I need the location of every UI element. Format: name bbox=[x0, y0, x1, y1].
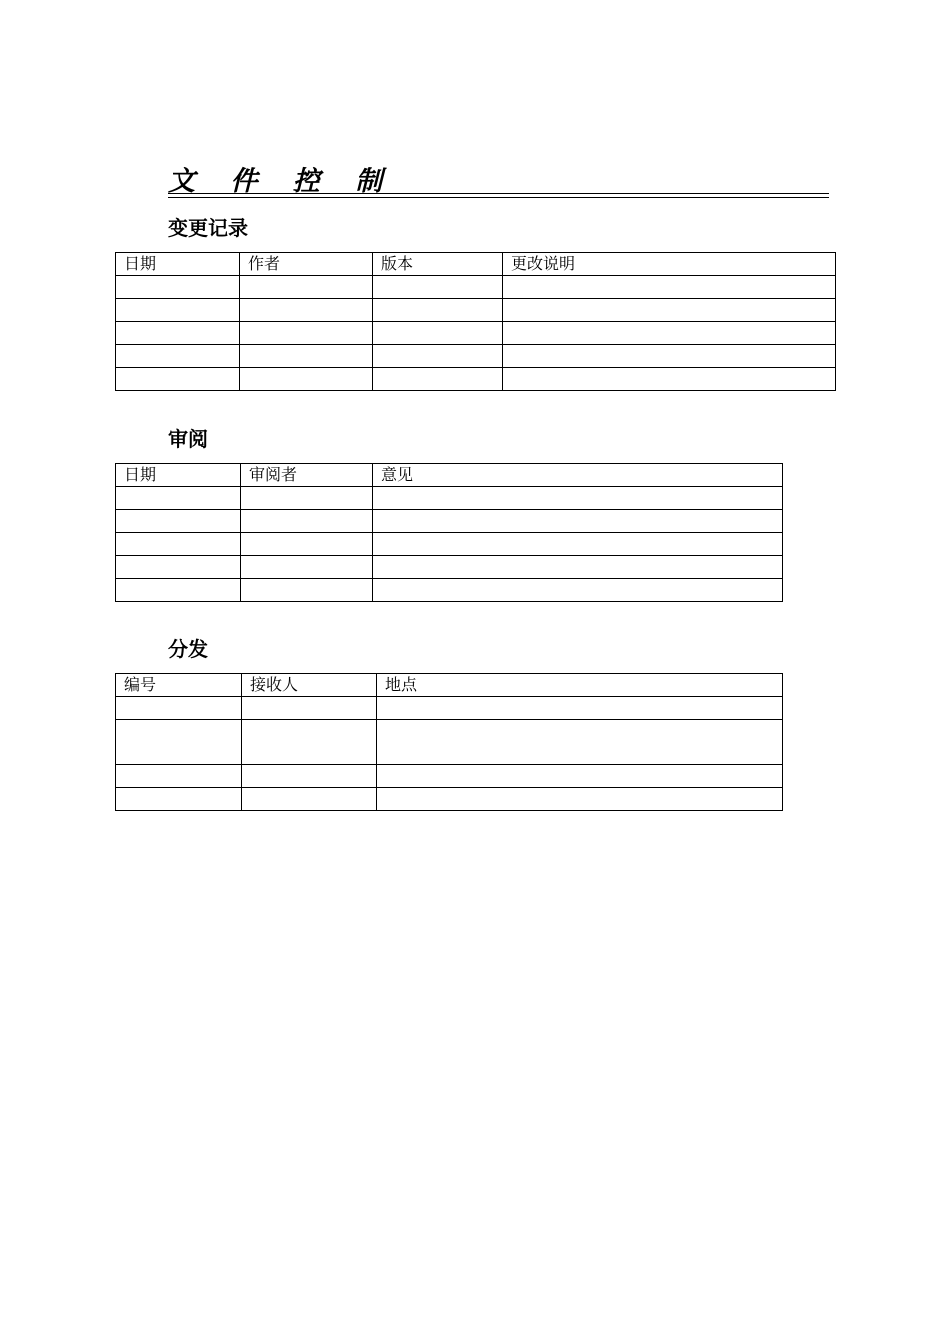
table-cell[interactable] bbox=[116, 299, 240, 322]
table-row bbox=[116, 697, 783, 720]
table-cell[interactable] bbox=[242, 788, 377, 811]
change-log-table bbox=[115, 252, 836, 391]
table-cell[interactable] bbox=[373, 533, 783, 556]
column-header-location: 地点 bbox=[377, 674, 783, 697]
table-cell[interactable] bbox=[241, 533, 373, 556]
table-cell[interactable] bbox=[242, 720, 377, 765]
table-cell[interactable] bbox=[377, 697, 783, 720]
table-cell[interactable] bbox=[373, 556, 783, 579]
table-cell[interactable] bbox=[116, 579, 241, 602]
table-cell[interactable] bbox=[503, 276, 836, 299]
table-cell[interactable] bbox=[241, 556, 373, 579]
table-cell[interactable] bbox=[116, 345, 240, 368]
column-header-version: 版本 bbox=[373, 253, 503, 276]
table-header-row bbox=[116, 253, 836, 276]
column-header-author: 作者 bbox=[240, 253, 373, 276]
table-cell[interactable] bbox=[373, 487, 783, 510]
change-log-heading: 变更记录 bbox=[168, 216, 248, 240]
column-header-reviewer: 审阅者 bbox=[241, 464, 373, 487]
column-header-change-description: 更改说明 bbox=[503, 253, 836, 276]
column-header-number: 编号 bbox=[116, 674, 242, 697]
column-header-date: 日期 bbox=[116, 464, 241, 487]
table-cell[interactable] bbox=[377, 788, 783, 811]
table-cell[interactable] bbox=[116, 368, 240, 391]
table-cell[interactable] bbox=[116, 697, 242, 720]
table-cell[interactable] bbox=[240, 299, 373, 322]
column-header-comments: 意见 bbox=[373, 464, 783, 487]
table-row bbox=[116, 510, 783, 533]
table-header-row bbox=[116, 674, 783, 697]
document-title: 文 件 控 制 bbox=[168, 166, 396, 197]
table-cell[interactable] bbox=[240, 345, 373, 368]
table-cell[interactable] bbox=[242, 765, 377, 788]
table-cell[interactable] bbox=[373, 299, 503, 322]
table-cell[interactable] bbox=[241, 487, 373, 510]
table-row bbox=[116, 276, 836, 299]
table-cell[interactable] bbox=[377, 720, 783, 765]
table-cell[interactable] bbox=[116, 276, 240, 299]
table-row bbox=[116, 765, 783, 788]
table-cell[interactable] bbox=[503, 299, 836, 322]
table-row bbox=[116, 533, 783, 556]
table-cell[interactable] bbox=[242, 697, 377, 720]
title-double-rule bbox=[168, 193, 829, 198]
table-cell[interactable] bbox=[240, 368, 373, 391]
table-cell[interactable] bbox=[503, 345, 836, 368]
review-heading: 审阅 bbox=[168, 427, 208, 451]
table-cell[interactable] bbox=[503, 322, 836, 345]
table-cell[interactable] bbox=[373, 276, 503, 299]
table-row bbox=[116, 322, 836, 345]
table-header-row bbox=[116, 464, 783, 487]
table-cell[interactable] bbox=[241, 579, 373, 602]
table-row bbox=[116, 579, 783, 602]
table-row bbox=[116, 788, 783, 811]
table-cell[interactable] bbox=[373, 322, 503, 345]
table-cell[interactable] bbox=[116, 788, 242, 811]
table-cell[interactable] bbox=[116, 487, 241, 510]
table-cell[interactable] bbox=[241, 510, 373, 533]
table-row bbox=[116, 556, 783, 579]
table-row bbox=[116, 345, 836, 368]
table-cell[interactable] bbox=[373, 368, 503, 391]
column-header-date: 日期 bbox=[116, 253, 240, 276]
distribution-heading: 分发 bbox=[168, 637, 208, 661]
table-cell[interactable] bbox=[116, 765, 242, 788]
table-cell[interactable] bbox=[240, 276, 373, 299]
table-cell[interactable] bbox=[373, 579, 783, 602]
distribution-table bbox=[115, 673, 783, 811]
table-cell[interactable] bbox=[377, 765, 783, 788]
table-row bbox=[116, 487, 783, 510]
table-cell[interactable] bbox=[116, 720, 242, 765]
table-row bbox=[116, 299, 836, 322]
column-header-recipient: 接收人 bbox=[242, 674, 377, 697]
table-cell[interactable] bbox=[240, 322, 373, 345]
table-cell[interactable] bbox=[503, 368, 836, 391]
table-cell[interactable] bbox=[116, 533, 241, 556]
table-cell[interactable] bbox=[373, 510, 783, 533]
table-cell[interactable] bbox=[116, 322, 240, 345]
table-cell[interactable] bbox=[373, 345, 503, 368]
table-row bbox=[116, 720, 783, 765]
review-table bbox=[115, 463, 783, 602]
table-row bbox=[116, 368, 836, 391]
table-cell[interactable] bbox=[116, 556, 241, 579]
table-cell[interactable] bbox=[116, 510, 241, 533]
